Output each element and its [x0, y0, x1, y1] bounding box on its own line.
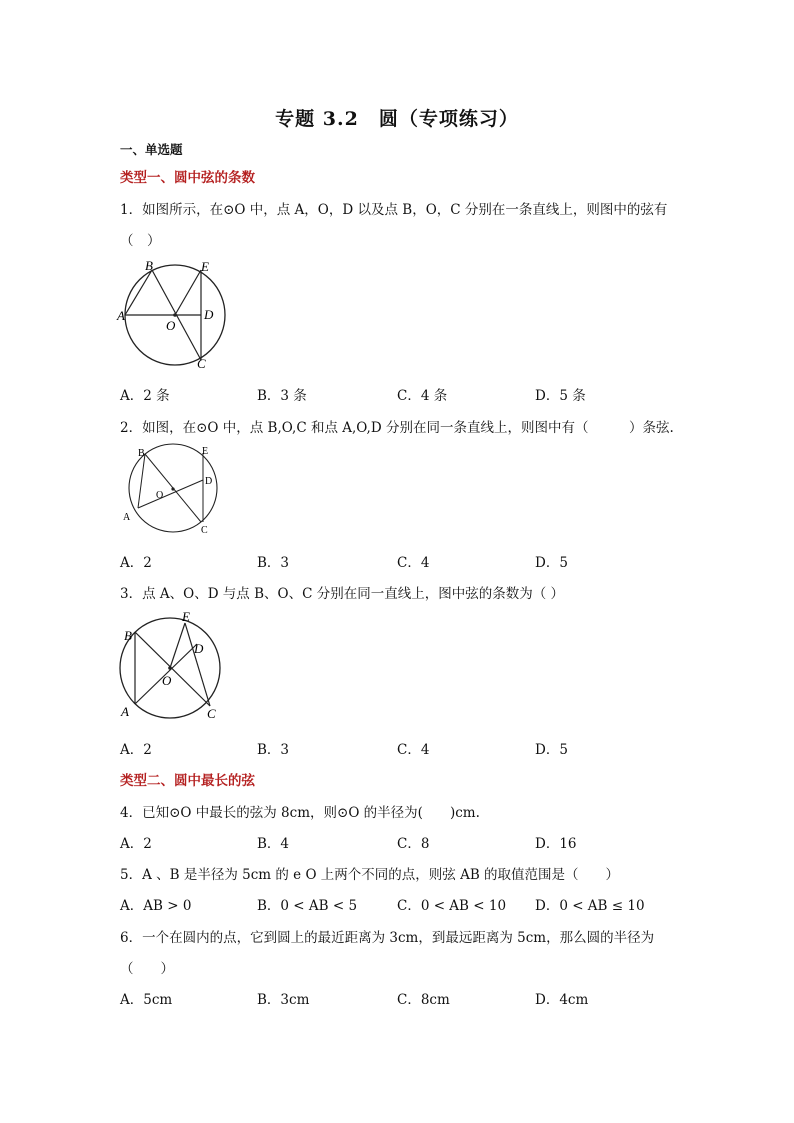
q6-option-a[interactable]: A．5cm [120, 992, 173, 1008]
label-b: B [138, 448, 145, 459]
q1-option-a[interactable]: A．2 条 [120, 388, 170, 404]
q2-option-c[interactable]: C．4 [397, 555, 430, 571]
label-e: E [201, 259, 209, 274]
label-o: O [162, 673, 172, 688]
q1-option-b[interactable]: B．3 条 [257, 388, 307, 404]
q5-option-a[interactable]: A．AB > 0 [120, 898, 192, 914]
label-a: A [121, 704, 129, 719]
q2-option-d[interactable]: D．5 [535, 555, 568, 571]
q4-option-d[interactable]: D．16 [535, 836, 577, 852]
question-1-blank: （ ） [120, 233, 161, 249]
q4-option-c[interactable]: C．8 [397, 836, 430, 852]
label-d: D [194, 641, 204, 656]
label-d: D [205, 476, 213, 487]
label-d: D [204, 307, 214, 322]
question-4-text: 4．已知⊙O 中最长的弦为 8cm，则⊙O 的半径为( )cm. [120, 805, 480, 821]
q1-option-c[interactable]: C．4 条 [397, 388, 448, 404]
center-point [173, 313, 177, 317]
question-2-figure [118, 442, 223, 538]
type-heading-2: 类型二、圆中最长的弦 [120, 773, 255, 789]
label-c: C [201, 525, 208, 536]
q2-option-a[interactable]: A．2 [120, 555, 152, 571]
question-6-blank: （ ） [120, 961, 174, 977]
chord-ab [125, 270, 152, 315]
q3-option-d[interactable]: D．5 [535, 742, 568, 758]
q4-option-b[interactable]: B．4 [257, 836, 290, 852]
question-5-text: 5．A 、B 是半径为 5cm 的 e O 上两个不同的点，则弦 AB 的取值范围是（ ） [120, 867, 620, 883]
question-1-text: 1．如图所示，在⊙O 中，点 A，O，D 以及点 B，O，C 分别在一条直线上，则图中的弦有 [120, 202, 668, 218]
label-a: A [123, 512, 131, 523]
question-3-figure [115, 605, 230, 723]
chord-ab [138, 454, 145, 508]
label-c: C [207, 706, 216, 721]
question-1-figure [115, 254, 240, 372]
line-eo [170, 623, 185, 668]
q5-option-b[interactable]: B．0 < AB < 5 [257, 898, 358, 914]
section-heading: 一、单选题 [120, 142, 183, 157]
center-point [168, 666, 172, 670]
label-b: B [145, 258, 153, 273]
label-o: O [166, 318, 176, 333]
q1-option-d[interactable]: D．5 条 [535, 388, 586, 404]
label-c: C [197, 356, 206, 371]
question-3-text: 3．点 A、O、D 与点 B、O、C 分别在同一直线上，图中弦的条数为（ ） [120, 586, 565, 602]
page-title: 专题 3.2 圆（专项练习） [275, 108, 519, 130]
label-b: B [124, 628, 132, 643]
label-o: O [156, 490, 164, 501]
line-eo [175, 270, 201, 315]
q6-option-d[interactable]: D．4cm [535, 992, 589, 1008]
type-heading-1: 类型一、圆中弦的条数 [120, 170, 255, 186]
label-e: E [202, 446, 209, 457]
question-6-text: 6．一个在圆内的点，它到圆上的最近距离为 3cm，到最远距离为 5cm，那么圆的半径为 [120, 930, 655, 946]
center-point [171, 487, 174, 490]
label-e: E [182, 609, 190, 624]
label-a: A [117, 308, 125, 323]
q3-option-a[interactable]: A．2 [120, 742, 152, 758]
q3-option-c[interactable]: C．4 [397, 742, 430, 758]
q2-option-b[interactable]: B．3 [257, 555, 290, 571]
q4-option-a[interactable]: A．2 [120, 836, 152, 852]
question-2-text: 2．如图，在⊙O 中，点 B,O,C 和点 A,O,D 分别在同一条直线上，则图中有（ ）条弦. [120, 420, 674, 436]
q6-option-b[interactable]: B．3cm [257, 992, 310, 1008]
q6-option-c[interactable]: C．8cm [397, 992, 450, 1008]
q5-option-d[interactable]: D．0 < AB ≤ 10 [535, 898, 645, 914]
q3-option-b[interactable]: B．3 [257, 742, 290, 758]
q5-option-c[interactable]: C．0 < AB < 10 [397, 898, 507, 914]
